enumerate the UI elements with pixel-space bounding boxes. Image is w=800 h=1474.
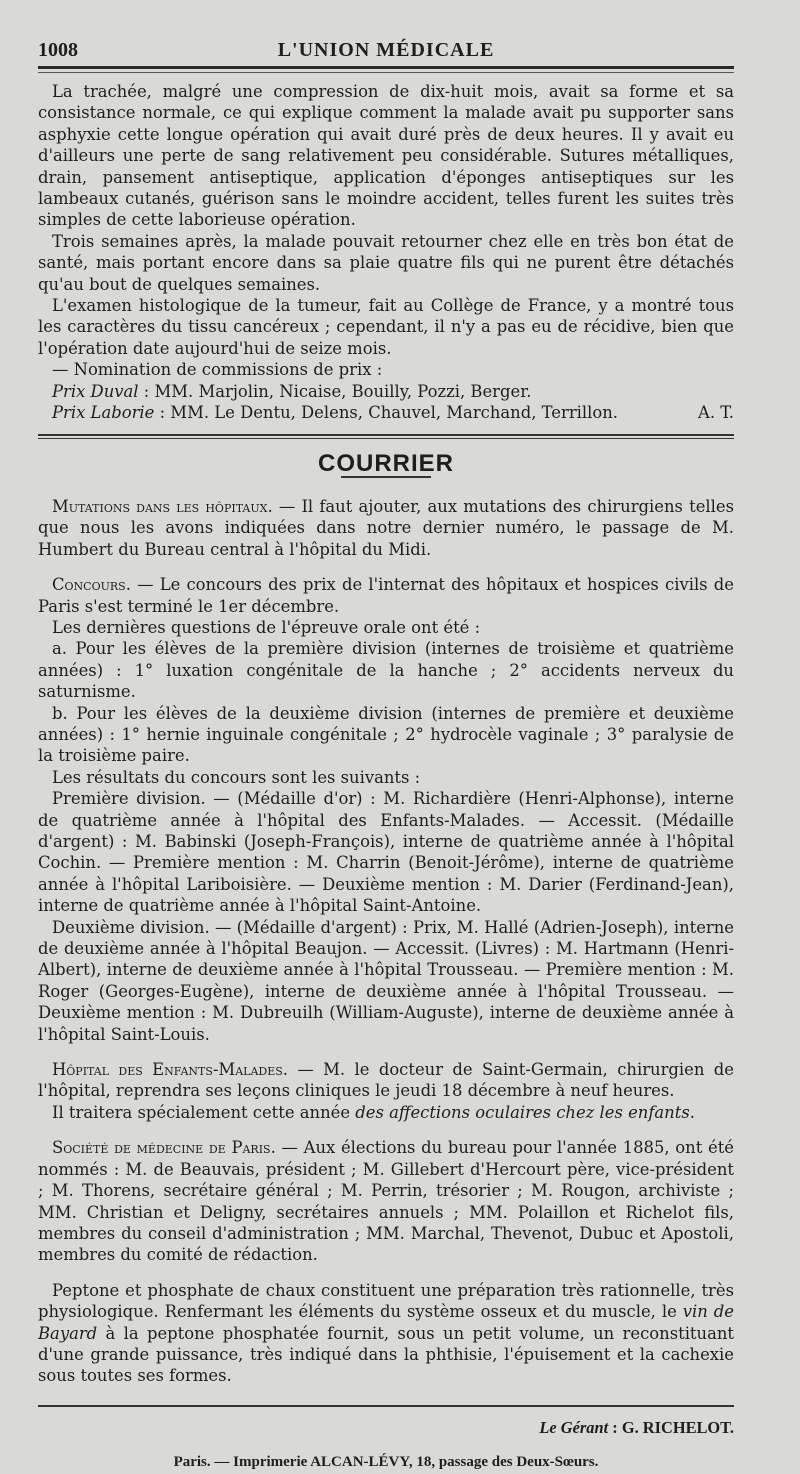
section-divider <box>38 434 734 439</box>
gerant-label: Le Gérant <box>539 1417 609 1437</box>
paragraph-peptone-ad <box>38 1280 734 1387</box>
printer-imprint: Paris. — Imprimerie ALCAN-LÉVY, 18, passage des Deux-Sœurs. <box>173 1454 599 1471</box>
paragraph-mutations <box>38 496 734 560</box>
paragraph-commissions: — Nomination de commissions de prix : <box>52 360 383 380</box>
concours-text: — Le concours des prix de l'internat des hôpitaux et hospices civils de Paris s'est terminé le 1er décembre. <box>38 575 734 616</box>
prize-duval-label: Prix Duval <box>52 381 139 401</box>
peptone-product-name: vin de Bayard <box>38 1302 734 1343</box>
prize-laborie-label: Prix Laborie <box>52 403 155 423</box>
paragraph-societe <box>38 1137 734 1265</box>
paragraph-second-division: Deuxième division. — (Médaille d'argent) : Prix, M. Hallé (Adrien-Joseph), interne de deuxième année à l'hôpital Beaujon. — Accessit. (Livres) : M. Hartmann (Henri-Albert), interne de deuxième année à l'hôpital Trousseau. — Première mention : M. Roger (Georges-Eugène), interne de deuxième année à l'hôpital Trousseau. — Deuxième mention : M. Dubreuilh (William-Auguste), interne de deuxième année à l'hôpital Saint-Louis. <box>38 917 734 1044</box>
paragraph-concours <box>38 574 734 617</box>
journal-title: L'UNION MÉDICALE <box>277 39 495 61</box>
paragraph-trachea: La trachée, malgré une compression de dix-huit mois, avait sa forme et sa consistance normale, ce qui explique comment la malade avait pu supporter sans asphyxie cette longue opération qui avait duré près de deux heures. Il y avait eu d'ailleurs une perte de sang relativement peu considérable. Sutures métalliques, drain, pansement antiseptique, application d'éponges antiseptiques sur les lambeaux cutanés, guérison sans le moindre accident, telles furent les suites très simples de cette laborieuse opération. <box>38 82 734 230</box>
paragraph-question-a: a. Pour les élèves de la première division (internes de troisième et quatrième années) : 1° luxation congénitale de la hanche ; 2° accidents nerveux du saturnisme. <box>38 639 734 702</box>
footer-rule <box>38 1405 734 1407</box>
prize-duval <box>38 381 734 402</box>
peptone-text-start: Peptone et phosphate de chaux constituent une préparation très rationnelle, très physiologique. Renfermant les éléments du système osseux et du muscle, le <box>38 1280 734 1322</box>
hopital-label: Hôpital des Enfants-Malades. <box>52 1060 288 1080</box>
societe-text: — Aux élections du bureau pour l'année 1885, ont été nommés : M. de Beauvais, président ; M. Gillebert d'Hercourt père, vice-président ; M. Thorens, secrétaire général ; M. Perrin, trésorier ; M. Rougon, archiviste ; MM. Christian et Deligny, secrétaires annuels ; MM. Polaillon et Richelot fils, membres du conseil d'administration ; MM. Marchal, Thevenot, Dubuc et Apostoli, membres du comité de rédaction. <box>38 1138 734 1265</box>
page-number: 1008 <box>38 39 78 61</box>
page-header <box>38 40 734 69</box>
prize-laborie <box>38 402 734 423</box>
paragraph-results-intro: Les résultats du concours sont les suivants : <box>52 767 421 787</box>
paragraph-question-b: b. Pour les élèves de la deuxième division (internes de première et deuxième années) : 1° hernie inguinale congénitale ; 2° hydrocèle vaginale ; 3° paralysie de la troisième paire. <box>38 703 734 766</box>
paragraph-first-division: Première division. — (Médaille d'or) : M. Richardière (Henri-Alphonse), interne de quatrième année à l'hôpital des Enfants-Malades. — Accessit. (Médaille d'argent) : M. Babinski (Joseph-François), interne de quatrième année à l'hôpital Cochin. — Première mention : M. Charrin (Benoit-Jérôme), interne de quatrième année à l'hôpital Lariboisière. — Deuxième mention : M. Darier (Ferdinand-Jean), interne de quatrième année à l'hôpital Saint-Antoine. <box>38 789 734 916</box>
paragraph-histology: L'examen histologique de la tumeur, fait au Collège de France, y a montré tous les caractères du tissu cancéreux ; cependant, il n'y a pas eu de récidive, bien que l'opération date aujourd'hui de seize mois. <box>38 296 734 358</box>
societe-label: Société de médecine de Paris. <box>52 1138 276 1158</box>
hopital-lessons-text: Il traitera spécialement cette année <box>52 1102 356 1122</box>
prize-laborie-members: : MM. Le Dentu, Delens, Chauvel, Marchand, Terrillon. <box>154 403 619 423</box>
paragraph-recovery: Trois semaines après, la malade pouvait retourner chez elle en très bon état de santé, mais portant encore dans sa plaie quatre fils qui ne purent être détachés qu'au bout de quelques semaines. <box>38 231 734 294</box>
concours-label: Concours. <box>52 575 131 595</box>
hopital-text: — M. le docteur de Saint-Germain, chirurgien de l'hôpital, reprendra ses leçons cliniques le jeudi 18 décembre à neuf heures. <box>38 1060 734 1101</box>
gerant-name: : G. RICHELOT. <box>608 1417 734 1437</box>
section-title: COURRIER <box>317 449 454 477</box>
paragraph-questions-intro: Les dernières questions de l'épreuve orale ont été : <box>52 617 481 637</box>
paragraph-hopital <box>38 1059 734 1102</box>
hopital-lessons-topic: des affections oculaires chez les enfants. <box>355 1102 695 1122</box>
gerant-signature <box>38 1417 734 1438</box>
prize-duval-members: : MM. Marjolin, Nicaise, Bouilly, Pozzi, Berger. <box>138 381 532 401</box>
author-signature: A. T. <box>698 403 734 423</box>
paragraph-hopital-lessons <box>38 1102 734 1123</box>
mutations-label: Mutations dans les hôpitaux. <box>52 496 273 516</box>
journal-page <box>38 40 734 1474</box>
peptone-text-end: à la peptone phosphatée fournit, sous un petit volume, un reconstituant d'une grande puissance, très indiqué dans la phthisie, l'épuisement et la cachexie sous toutes ses formes. <box>38 1323 734 1386</box>
mutations-text: — Il faut ajouter, aux mutations des chirurgiens telles que nous les avons indiquées dans notre dernier numéro, le passage de M. Humbert du Bureau central à l'hôpital du Midi. <box>38 496 735 559</box>
